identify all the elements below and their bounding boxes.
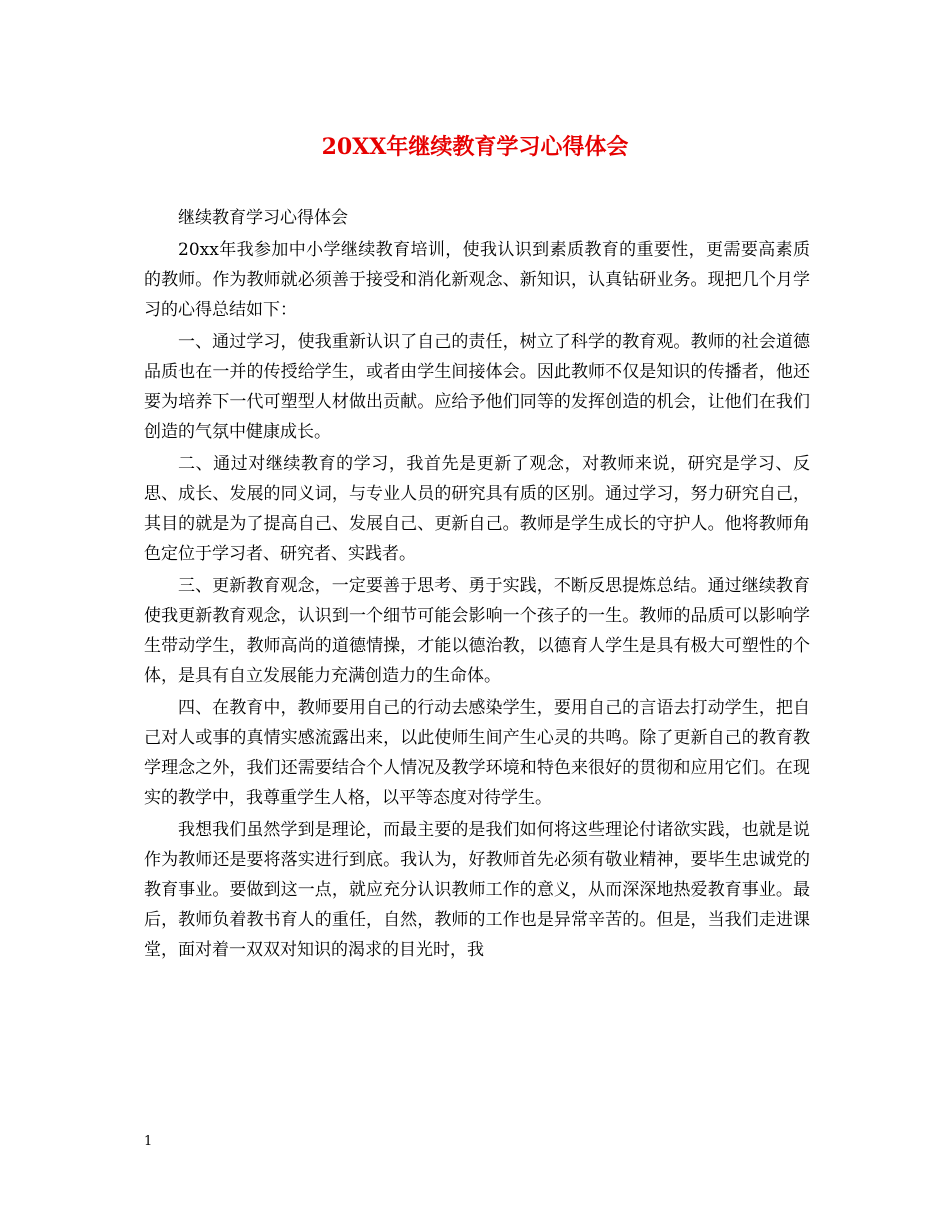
paragraph-point-3: 三、更新教育观念，一定要善于思考、勇于实践，不断反思提炼总结。通过继续教育使我更新教育观念，认识到一个细节可能会影响一个孩子的一生。教师的品质可以影响学生带动学生，教师高尚的道德情操，才能以德治教，以德育人学生是具有极大可塑性的个体，是具有自立发展能力充满创造力的生命体。: [144, 576, 810, 686]
paragraph-subtitle: 继续教育学习心得体会: [178, 208, 348, 228]
paragraph-intro: 20xx年我参加中小学继续教育培训，使我认识到素质教育的重要性，更需要高素质的教师。作为教师就必须善于接受和消化新观念、新知识，认真钻研业务。现把几个月学习的心得总结如下：: [144, 240, 810, 320]
paragraph-point-1: 一、通过学习，使我重新认识了自己的责任，树立了科学的教育观。教师的社会道德品质也在一并的传授给学生，或者由学生间接体会。因此教师不仅是知识的传播者，他还要为培养下一代可塑型人材做出贡献。应给予他们同等的发挥创造的机会，让他们在我们创造的气氛中健康成长。: [144, 332, 810, 442]
paragraph-point-4: 四、在教育中，教师要用自己的行动去感染学生，要用自己的言语去打动学生，把自己对人或事的真情实感流露出来，以此使师生间产生心灵的共鸣。除了更新自己的教育教学理念之外，我们还需要结合个人情况及教学环境和特色来很好的贯彻和应用它们。在现实的教学中，我尊重学生人格，以平等态度对待学生。: [144, 698, 810, 808]
page-number: 1: [144, 1134, 153, 1149]
document-title: 20XX年继续教育学习心得体会: [321, 134, 629, 160]
paragraph-conclusion: 我想我们虽然学到是理论，而最主要的是我们如何将这些理论付诸欲实践，也就是说作为教师还是要将落实进行到底。我认为，好教师首先必须有敬业精神，要毕生忠诚党的教育事业。要做到这一点，就应充分认识教师工作的意义，从而深深地热爱教育事业。最后，教师负着教书育人的重任，自然，教师的工作也是异常辛苦的。但是，当我们走进课堂，面对着一双双对知识的渴求的目光时，我: [144, 820, 810, 960]
document-body: [144, 203, 810, 967]
paragraph-point-2: 二、通过对继续教育的学习，我首先是更新了观念，对教师来说，研究是学习、反思、成长、发展的同义词，与专业人员的研究具有质的区别。通过学习，努力研究自己，其目的就是为了提高自己、发展自己、更新自己。教师是学生成长的守护人。他将教师角色定位于学习者、研究者、实践者。: [144, 454, 810, 564]
